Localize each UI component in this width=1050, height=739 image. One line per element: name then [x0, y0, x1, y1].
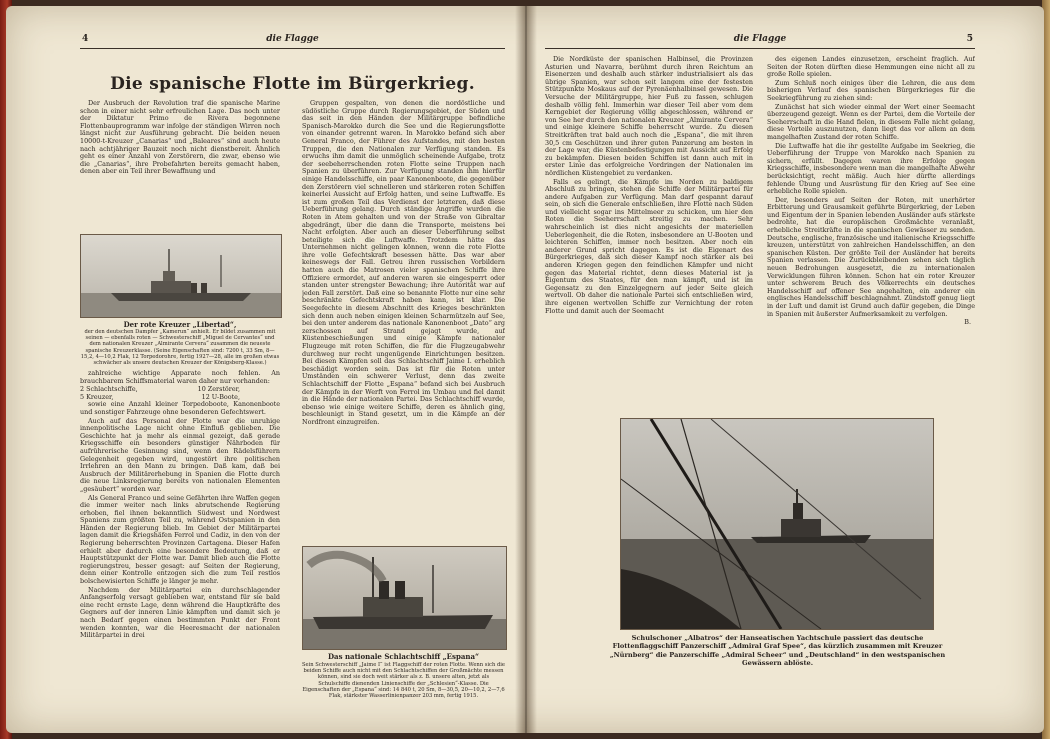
paragraph: Gruppen gespalten, von denen die nordöstliche und südöstliche Gruppe durch Regierungsgebiet, der Süden und das seit in den Händen der Militärgruppe befindliche Spanisch-Marokko durch die See und die Regierungsflotte von einander getrennt waren. In Marokko befand sich aber General Franco, der Führer des Aufstandes, mit den besten Truppen, die den Nationalen zur Verfügung standen. Es erwuchs ihm damit die unmöglich scheinende Aufgabe, trotz der seebeherrschenden roten Flotte seine Truppen nach Spanien zu überführen. Zur Verfügung standen ihm hierfür einige Handelsschiffe, ein paar Kanonenboote, die gegenüber den Zerstörern viel schnelleren und stärkeren roten Schiffen keinerlei Aussicht auf Erfolg hatten, und seine Luftwaffe. Es ist zum großen Teil das Verdienst der letzteren, daß diese Ueberführung gelang. Durch ständige Angriffe wurden die Roten in Atem gehalten und von der Straße von Gibraltar abgedrängt, über die dann die Transporte, meistens bei Nacht erfolgten. Aber auch an dieser Ueberführung selbst beteiligte sich die Luftwaffe. Trotzdem hätte das Unternehmen nicht gelingen können, wenn die rote Flotte ihre volle Gefechtskraft besessen hätte. Das war aber keineswegs der Fall. Getreu ihren russischen Vorbildern hatten auch die Matrosen vieler spanischen Schiffe ihre Offiziere ermordet, auf anderen waren sie eingesperrt oder standen unter strengster Bewachung; ihre Autorität war auf jeden Fall zerstört. Daß eine so benannte Flotte nur eine sehr beschränkte Gefechtskraft haben kann, ist klar. Die Seegefechte in diesem Abschnitt des Krieges beschränkten sich denn auch neben einigen kleinen Scharmützeln auf See, bei den unter anderem das nationale Kanonenboot „Dato“ arg zerschossen auf Strand gejagt wurde, auf Küstenbeschießungen und einige Kämpfe nationaler Flugzeuge mit roten Schiffen, die für die Flugzeugabwehr durchweg nur recht ungenügende Einrichtungen besitzen. Bei diesen Kämpfen soll das Schlachtschiff Jaime I. erheblich beschädigt worden sein. Das ist für die Roten unter Umständen ein schwerer Verlust, denn das zweite Schlachtschiff der Flotte „Espana“ befand sich bei Ausbruch der Kämpfe in der Werft von Ferrol im Umbau und fiel damit in die Hände der nationalen Partei. Das Schlachtschiff wurde, ebenso wie einige weitere Schiffe, deren es ähnlich ging, beschleunigt in Stand gesetzt, um in die Kämpfe an der Nordfront einzugreifen.	[302, 100, 505, 426]
left-page	[80, 30, 505, 710]
fleet-item: 2 Schlachtschiffe,	[80, 385, 138, 394]
running-head-title-right: die Flagge	[733, 34, 787, 44]
running-head-title-left: die Flagge	[266, 34, 319, 44]
left-col1-top	[80, 100, 280, 228]
fleet-item: 10 Zerstörer,	[197, 385, 240, 394]
photo-espana	[302, 546, 507, 650]
battleship-espana-image	[303, 547, 506, 649]
paragraph: Der, besonders auf Seiten der Roten, mit unerhörter Erbitterung und Grausamkeit geführte Bürgerkrieg, der Leben und Eigentum der in Spanien lebenden Ausländer aufs stärkste bedrohte, hat die europäischen Großmächte veranlaßt, erhebliche Streitkräfte in die spanischen Gewässer zu senden. Deutsche, englische, französische und italienische Kriegsschiffe kreuzen, unterstützt von zahlreichen Handelsschiffen, an den spanischen Küsten. Der größte Teil der Ausländer hat bereits Spanien verlassen. Die Zurückbleibenden sehen sich täglich neuen Bedrohungen ausgesetzt, die zu internationalen Verwicklungen führen können. Schon hat ein roter Kreuzer unter schwerem Bruch des Völkerrechts ein deutsches Handelsschiff auf offener See angehalten, ein anderer ein englisches Handelsschiff beschlagnahmt. Zündstoff genug liegt in der Luft und damit ist Grund auch dafür gegeben, die Dinge in Spanien mit äußerster Aufmerksamkeit zu verfolgen.	[767, 195, 975, 318]
page-number-right: 5	[966, 34, 973, 44]
schooner-albatros-image	[621, 419, 933, 629]
photo-albatros-caption: Schulschoner „Albatros“ der Hanseatischen Yachtschule passiert das deutsche Flottenflaggschiff Panzerschiff „Admiral Graf Spee“, das kürzlich zusammen mit Kreuzer „Nürnberg“ die Panzerschiffe „Admiral Scheer“ und „Deutschland“ in den westspanischen Gewässern ablöste.	[609, 634, 946, 668]
cruiser-libertad-image	[81, 235, 281, 317]
paragraph: Nachdem der Militärpartei ein durchschlagender Anfangserfolg versagt geblieben war, entstand für sie bald eine recht ernste Lage, denn während die Hauptkräfte des Gegners auf der inneren Linie kämpften und damit sich je nach Bedarf gegen einen bestimmten Punkt der Front wenden konnten, war die Heeresmacht der nationalen Militärpartei in drei	[80, 585, 280, 640]
paragraph: Auch auf das Personal der Flotte war die unruhige innenpolitische Lage nicht ohne Einfluß geblieben. Die Geschichte hat ja mehr als einmal gezeigt, daß gerade Kriegsschiffe ein besonders günstiger Nährboden für aufrührerische Gesinnung sind, wenn den Rädelsführern Gelegenheit gegeben wird, ungestört ihre politischen Irrlehren an den Mann zu bringen. Daß kam, daß bei Ausbruch der Militärerhebung in Spanien die Flotte durch die neue Linksregierung bereits von nationalen Elementen „gesäubert“ worden war.	[80, 416, 280, 493]
photo-espana-caption-text: Sein Schwesterschiff „Jaime I“ ist Flaggschiff der roten Flotte. Wenn sich die beiden Schiffe auch nicht mit den Schlachtschiffen der Großmächte messen können, sind sie doch weit stärker als z. B. unsere alten, jetzt als Schulschiffe dienenden Linienschiffe der „Schlesien“-Klasse. Die Eigenschaften der „Espana“ sind: 14 840 t, 20 Sm, 8—30,5, 20—10,2, 2—7,6 Flak, stärkster Wasserlinienpanzer 203 mm, fertig 1915.	[302, 662, 505, 700]
paragraph: Der Ausbruch der Revolution traf die spanische Marine schon in einer nicht sehr erfreulichen Lage. Das noch unter der Diktatur Primo de Rivera begonnene Flottenbauprogramm war infolge der ständigen Wirren noch längst nicht zur Ausführung gebracht. Die beiden neuen 10000-t-Kreuzer „Canarias“ und „Baleares“ sind auch heute nach achtjähriger Bauzeit noch nicht dienstbereit. Ähnlich geht es einer Anzahl von Zerstörern, die zwar, ebenso wie die „Canarias“, ihre Probefahrten bereits gemacht haben, denen aber ein Teil ihrer Bewaffnung und	[80, 100, 280, 176]
right-page	[545, 30, 975, 710]
paragraph: Die Luftwaffe hat die ihr gestellte Aufgabe im Seekrieg, die Ueberführung der Truppe von Marokko nach Spanien zu sichern, erfüllt. Dagegen waren ihre Erfolge gegen Kriegsschiffe, insbesondere wenn man die mangelhafte Abwehr berücksichtigt, recht mäßig. Auch hier dürfte allerdings fehlende Übung und Ausrüstung für den Krieg auf See eine erhebliche Rolle spielen.	[767, 141, 975, 196]
photo-libertad-caption-text: der den deutschen Dampfer „Kamerun“ anhielt. Er bildet zusammen mit seinen — ebenfalls roten — Schwesterschiff „Miguel de Cervantes“ und dem nationalen Kreuzer „Almirante Cervera“ zusammen die neueste spanische Kreuzerklasse. (Seine Eigenschaften sind: 7200 t, 33 Sm, 8—15,2, 4—10,2 Flak, 12 Torpedorohre, fertig 1927—28, alle im großen etwas schwächer als unsere deutschen Kreuzer der Königsberg-Klasse.)	[80, 329, 280, 367]
right-col1	[545, 56, 753, 424]
book-gutter	[515, 6, 537, 733]
left-col2	[302, 100, 505, 540]
page-number-left: 4	[82, 34, 89, 44]
fleet-item: 5 Kreuzer,	[80, 392, 114, 401]
paragraph: Die Nordküste der spanischen Halbinsel, die Provinzen Asturien und Navarra, berühmt durch ihren Reichtum an Eisenerzen und deshalb auch stärker industrialisiert als das übrige Spanien, war schon seit langem eine der festesten Stützpunkte Moskaus auf der Pyrenäenhalbinsel gewesen. Die Versuche der Militärgruppe, hier Fuß zu fassen, schlugen deshalb völlig fehl. Immerhin war dieser Teil aber vom dem Kerngebiet der Regierung völlig abgeschlossen, während er von See her durch den nationalen Kreuzer „Almirante Cervera“ und einige kleinere Schiffe beherrscht wurde. Zu diesen Streitkräften trat bald auch noch die „Espana“, die mit ihren 30,5 cm Geschützen und ihrer guten Panzerung am besten in der Lage war, die Küstenbefestigungen mit Aussicht auf Erfolg zu bekämpfen. Diesen beiden Schiffen ist dann auch mit in erster Linie das erfolgreiche Vordringen der Nationalen im nördlichen Küstengebiet zu verdanken.	[545, 56, 753, 177]
running-head-left	[80, 34, 505, 49]
article-signature: B.	[964, 318, 971, 327]
paragraph: des eigenen Landes einzusetzen, erscheint fraglich. Auf Seiten der Roten dürften diese Hemmungen eine nicht all zu große Rolle spielen.	[767, 56, 975, 79]
article-headline: Die spanische Flotte im Bürgerkrieg.	[110, 74, 475, 94]
paragraph: Als General Franco und seine Gefährten ihre Waffen gegen die immer weiter nach links abrutschende Regierung erhoben, fiel ihnen bekanntlich Südwest und Nordwest Spaniens zum größten Teil zu, während Ostspanien in den Händen der Regierung blieb. Im Gebiet der Militärpartei lagen damit die Kriegshäfen Ferrol und Cadiz, in den von der Regierung beherrschten Provinzen Cartagena. Dieser Hafen erhielt aber dadurch eine besondere Bedeutung, daß er Hauptstützpunkt der Flotte war. Damit blieb auch die Flotte regierungstreu, besser gesagt: auf Seiten der Regierung, denn einer Kontrolle entzogen sich die zum Teil restlos bolschewisierten Schiffe je länger je mehr.	[80, 493, 280, 586]
paragraph: zahlreiche wichtige Apparate noch fehlen. An brauchbarem Schiffsmaterial waren daher nur vorhanden:	[80, 370, 280, 385]
photo-espana-caption-title: Das nationale Schlachtschiff „Espana“	[327, 652, 480, 661]
paragraph: sowie eine Anzahl kleiner Torpedoboote, Kanonenboote und sonstiger Fahrzeuge ohne besonderen Gefechtswert.	[80, 400, 280, 416]
right-col2	[767, 56, 975, 424]
fleet-item: 12 U-Boote,	[201, 392, 240, 401]
paragraph: Falls es gelingt, die Kämpfe im Norden zu baldigem Abschluß zu bringen, stehen die Schiffe der Militärpartei für andere Aufgaben zur Verfügung. Man darf gespannt darauf sein, ob sich die Generale entschließen, ihre Flotte nach Süden und vielleicht sogar ins Mittelmeer zu schicken, um hier den Roten die Seeherrschaft streitig zu machen. Sehr wahrscheinlich ist dies nicht angesichts der materiellen Ueberlegenheit, die die Roten, insbesondere an U-Booten und leichteren Schiffen, immer noch besitzen. Aber noch ein anderer Grund spricht dagegen. Es ist die Eigenart des Bürgerkrieges, daß sich dieser Kampf noch stärker als bei anderen Kriegen gegen den feindlichen Kämpfer und nicht gegen das Material richtet, denn dieses Material ist ja Eigentum des Staates, für den man kämpft, und ist im Gegensatz zu den Einzelgegnern auf jeder Seite gleich wertvoll. Ob daher die nationale Partei sich entschließen wird, ihre eigenen wertvollen Schiffe zur Vernichtung der roten Flotte und damit auch der Seemacht	[545, 177, 753, 315]
paragraph: Zum Schluß noch einiges über die Lehren, die aus dem bisherigen Verlauf des spanischen Bürgerkrieges für die Seekriegführung zu ziehen sind:	[767, 78, 975, 102]
running-head-right	[545, 34, 975, 49]
paragraph: Zunächst hat sich wieder einmal der Wert einer Seemacht überzeugend gezeigt. Wenn es der Partei, dem die Vorteile der Seeherrschaft in die Hand fielen, in diesem Falle nicht gelang, diese Vorteile auszunutzen, dann liegt das vor allem an dem mangelhaften Zustand der roten Schiffe.	[767, 102, 975, 141]
photo-libertad	[80, 234, 282, 318]
photo-albatros	[620, 418, 934, 630]
left-col1-bottom	[80, 370, 280, 698]
photo-libertad-caption-title: Der rote Kreuzer „Libertad“,	[123, 320, 237, 329]
